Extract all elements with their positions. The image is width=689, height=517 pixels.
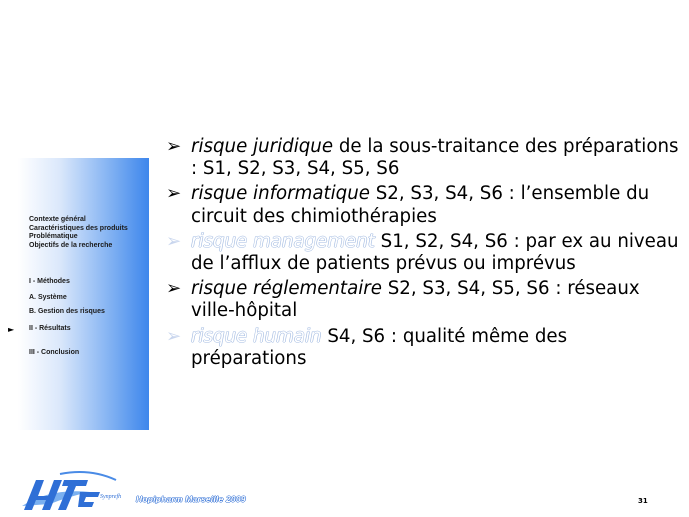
slide-content <box>166 136 681 373</box>
bullet-arrow-icon: ➢ <box>166 230 182 252</box>
bullet-text: S2, S3, S4, S6 : l’ensemble du circuit des chimiothérapies <box>191 183 650 227</box>
bullet-risque-humain <box>166 326 681 370</box>
bullet-keyword: risque management <box>191 230 375 252</box>
sidebar-nav-intro <box>29 216 128 250</box>
nav-item-problematique[interactable]: Problématique <box>29 233 78 241</box>
bullet-arrow-icon: ➢ <box>166 183 182 205</box>
sidebar-gradient-panel <box>0 158 149 430</box>
bullet-risque-reglementaire <box>166 278 681 322</box>
bullet-risque-juridique <box>166 136 681 180</box>
bullet-risque-informatique <box>166 183 681 227</box>
nav-item-contexte[interactable]: Contexte général <box>29 216 86 223</box>
bullet-risque-management <box>166 231 681 275</box>
nav-item-objectifs[interactable]: Objectifs de la recherche <box>29 241 113 249</box>
bullet-text: S1, S2, S4, S6 : par ex au niveau de l’afflux de patients prévus ou imprévus <box>191 230 679 275</box>
bullet-keyword: risque humain <box>191 325 322 347</box>
footer-event-title: Hopipharm Marseille 2009 <box>136 494 246 504</box>
bullet-arrow-icon: ➢ <box>166 278 182 300</box>
bullet-keyword: risque juridique <box>191 136 334 157</box>
logo-text: Synprefh <box>100 494 122 500</box>
nav-item-gestion-risques[interactable]: B. Gestion des risques <box>29 308 105 315</box>
nav-item-conclusion[interactable]: III - Conclusion <box>29 349 80 356</box>
nav-item-resultats[interactable]: II - Résultats <box>29 325 71 332</box>
bullet-arrow-icon: ➢ <box>166 136 182 157</box>
bullet-text: S4, S6 : qualité même des préparations <box>191 325 568 369</box>
current-section-arrow-icon: ► <box>8 325 15 334</box>
bullet-keyword: risque réglementaire <box>191 278 382 300</box>
bullet-keyword: risque informatique <box>191 183 370 205</box>
nav-item-caracteristiques[interactable]: Caractéristiques des produits <box>29 224 128 232</box>
bullet-text: S2, S3, S4, S5, S6 : réseaux ville-hôpital <box>191 278 640 322</box>
page-number: 31 <box>638 497 648 505</box>
bullet-arrow-icon: ➢ <box>166 325 182 347</box>
bullet-text: de la sous-traitance des préparations : S1, S2, S3, S4, S5, S6 <box>191 136 679 180</box>
nav-item-systeme[interactable]: A. Système <box>29 294 67 301</box>
nav-item-methodes[interactable]: I - Méthodes <box>29 278 70 285</box>
synprefh-logo-icon <box>20 466 150 512</box>
